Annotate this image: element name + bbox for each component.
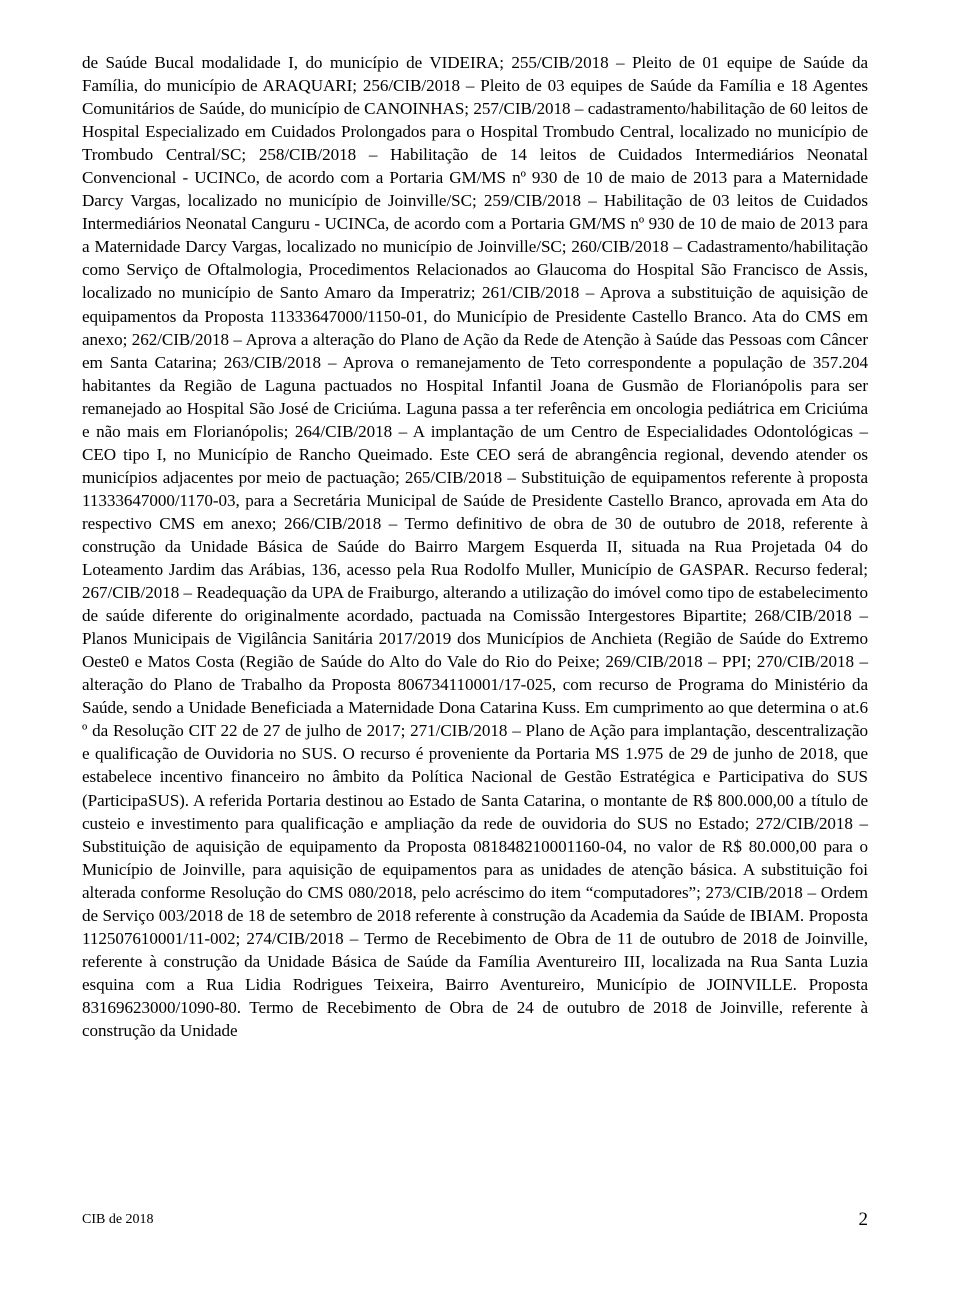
footer-label: CIB de 2018 (82, 1212, 154, 1227)
body-paragraph: de Saúde Bucal modalidade I, do município de VIDEIRA; 255/CIB/2018 – Pleito de 01 equipe de Saúde da Família, do município de ARAQUARI; 256/CIB/2018 – Pleito de 03 equipes de Saúde da Família e 18 Agentes Comunitários de Saúde, do município de CANOINHAS; 257/CIB/2018 – cadastramento/habilitação de 60 leitos de Hospital Especializado em Cuidados Prolongados para o Hospital Trombudo Central, localizado no município de Trombudo Central/SC; 258/CIB/2018 – Habilitação de 14 leitos de Cuidados Intermediários Neonatal Convencional - UCINCo, de acordo com a Portaria GM/MS nº 930 de 10 de maio de 2013 para a Maternidade Darcy Vargas, localizado no município de Joinville/SC; 259/CIB/2018 – Habilitação de 03 leitos de Cuidados Intermediários Neonatal Canguru - UCINCa, de acordo com a Portaria GM/MS nº 930 de 10 de maio de 2013 para a Maternidade Darcy Vargas, localizado no município de Joinville/SC; 260/CIB/2018 – Cadastramento/habilitação como Serviço de Oftalmologia, Procedimentos Relacionados ao Glaucoma do Hospital São Francisco de Assis, localizado no município de Santo Amaro da Imperatriz; 261/CIB/2018 – Aprova a substituição de aquisição de equipamentos da Proposta 11333647000/1150-01, do Município de Presidente Castello Branco. Ata do CMS em anexo; 262/CIB/2018 – Aprova a alteração do Plano de Ação da Rede de Atenção à Saúde das Pessoas com Câncer em Santa Catarina; 263/CIB/2018 – Aprova o remanejamento de Teto correspondente a população de 357.204 habitantes da Região de Laguna pactuados no Hospital Infantil Joana de Gusmão de Florianópolis para ser remanejado ao Hospital São José de Criciúma. Laguna passa a ter referência em oncologia pediátrica em Criciúma e não mais em Florianópolis; 264/CIB/2018 – A implantação de um Centro de Especialidades Odontológicas – CEO tipo I, no Município de Rancho Queimado. Este CEO será de abrangência regional, devendo atender os municípios adjacentes por meio de pactuação; 265/CIB/2018 – Substituição de equipamentos referente à proposta 11333647000/1170-03, para a Secretária Municipal de Saúde de Presidente Castello Branco, aprovada em Ata do respectivo CMS em anexo; 266/CIB/2018 – Termo definitivo de obra de 30 de outubro de 2018, referente à construção da Unidade Básica de Saúde do Bairro Margem Esquerda II, situada na Rua Projetada 04 do Loteamento Jardim das Arábias, 136, acesso pela Rua Rodolfo Muller, Município de GASPAR. Recurso federal; 267/CIB/2018 – Readequação da UPA de Fraiburgo, alterando a utilização do imóvel como tipo de estabelecimento de saúde diferente do originalmente acordado, pactuada na Comissão Intergestores Bipartite; 268/CIB/2018 – Planos Municipais de Vigilância Sanitária 2017/2019 dos Municípios de Anchieta (Região de Saúde do Extremo Oeste0 e Matos Costa (Região de Saúde do Alto do Vale do Rio do Peixe; 269/CIB/2018 – PPI; 270/CIB/2018 – alteração do Plano de Trabalho da Proposta 806734110001/17-025, com recurso de Programa do Ministério da Saúde, sendo a Unidade Beneficiada a Maternidade Dona Catarina Kuss. Em cumprimento ao que determina o at.6 º da Resolução CIT 22 de 27 de julho de 2017; 271/CIB/2018 – Plano de Ação para implantação, descentralização e qualificação de Ouvidoria no SUS. O recurso é proveniente da Portaria MS 1.975 de 29 de junho de 2018, que estabelece incentivo financeiro no âmbito da Política Nacional de Gestão Estratégica e Participativa do SUS (ParticipaSUS). A referida Portaria destinou ao Estado de Santa Catarina, o montante de R$ 800.000,00 a título de custeio e investimento para qualificação e ampliação da rede de ouvidoria do SUS no Estado; 272/CIB/2018 – Substituição de aquisição de equipamento da Proposta 081848210001160-04, no valor de R$ 80.000,00 para o Município de Joinville, para aquisição de equipamentos para as unidades de atenção básica. A substituição foi alterada conforme Resolução do CMS 080/2018, pelo acréscimo do item “computadores”; 273/CIB/2018 – Ordem de Serviço 003/2018 de 18 de setembro de 2018 referente à construção da Academia da Saúde de IBIAM. Proposta 112507610001/11-002; 274/CIB/2018 – Termo de Recebimento de Obra de 11 de outubro de 2018 de Joinville, referente à construção da Unidade Básica de Saúde da Família Aventureiro III, localizada na Rua Santa Luzia esquina com a Rua Lidia Rodrigues Teixeira, Bairro Aventureiro, Município de JOINVILLE. Proposta 83169623000/1090-80. Termo de Recebimento de Obra de 24 de outubro de 2018 de Joinville, referente à construção da Unidade (82, 53, 868, 1040)
page-number: 2 (858, 1209, 868, 1230)
